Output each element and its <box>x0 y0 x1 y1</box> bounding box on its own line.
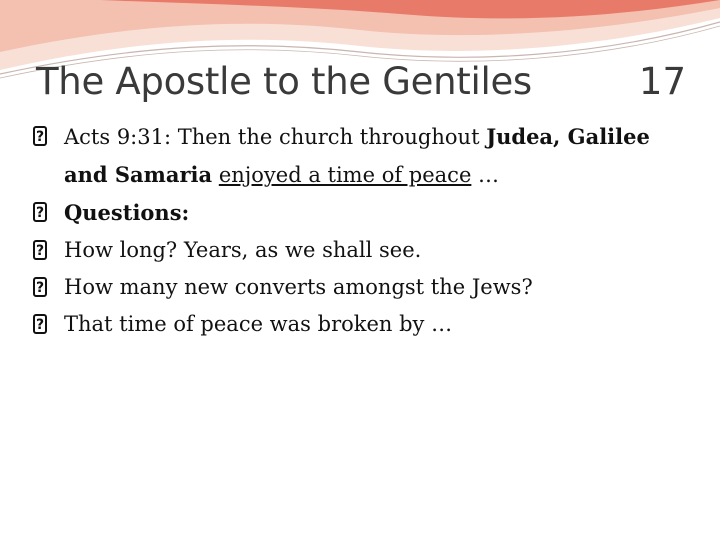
slide-title: The Apostle to the Gentiles <box>36 60 532 103</box>
bullet-list <box>30 118 690 343</box>
converts-text: How many new converts amongst the Jews? <box>64 275 533 299</box>
bullet-acts <box>30 118 690 194</box>
how-long-text: How long? Years, as we shall see. <box>64 238 422 262</box>
missing-glyph-icon <box>30 306 60 342</box>
acts-bold-samaria: and Samaria <box>64 162 213 187</box>
questions-heading: Questions: <box>64 200 190 225</box>
bullet-peace-broken <box>30 306 690 343</box>
title-row <box>36 56 686 116</box>
missing-glyph-icon <box>30 118 60 154</box>
bullet-questions <box>30 194 690 232</box>
bullet-converts <box>30 269 690 306</box>
slide-number: 17 <box>638 60 686 103</box>
missing-glyph-icon <box>30 269 60 305</box>
missing-glyph-icon <box>30 232 60 268</box>
bullet-how-long <box>30 232 690 269</box>
acts-ellipsis: … <box>471 163 500 187</box>
acts-text: Acts 9:31: Then the church throughout <box>64 125 487 149</box>
acts-bold-places: Judea, Galilee <box>486 124 650 149</box>
peace-broken-text: That time of peace was broken by … <box>64 312 453 336</box>
acts-underlined-peace: enjoyed a time of peace <box>218 163 472 187</box>
acts-space <box>212 163 219 187</box>
missing-glyph-icon <box>30 194 60 230</box>
